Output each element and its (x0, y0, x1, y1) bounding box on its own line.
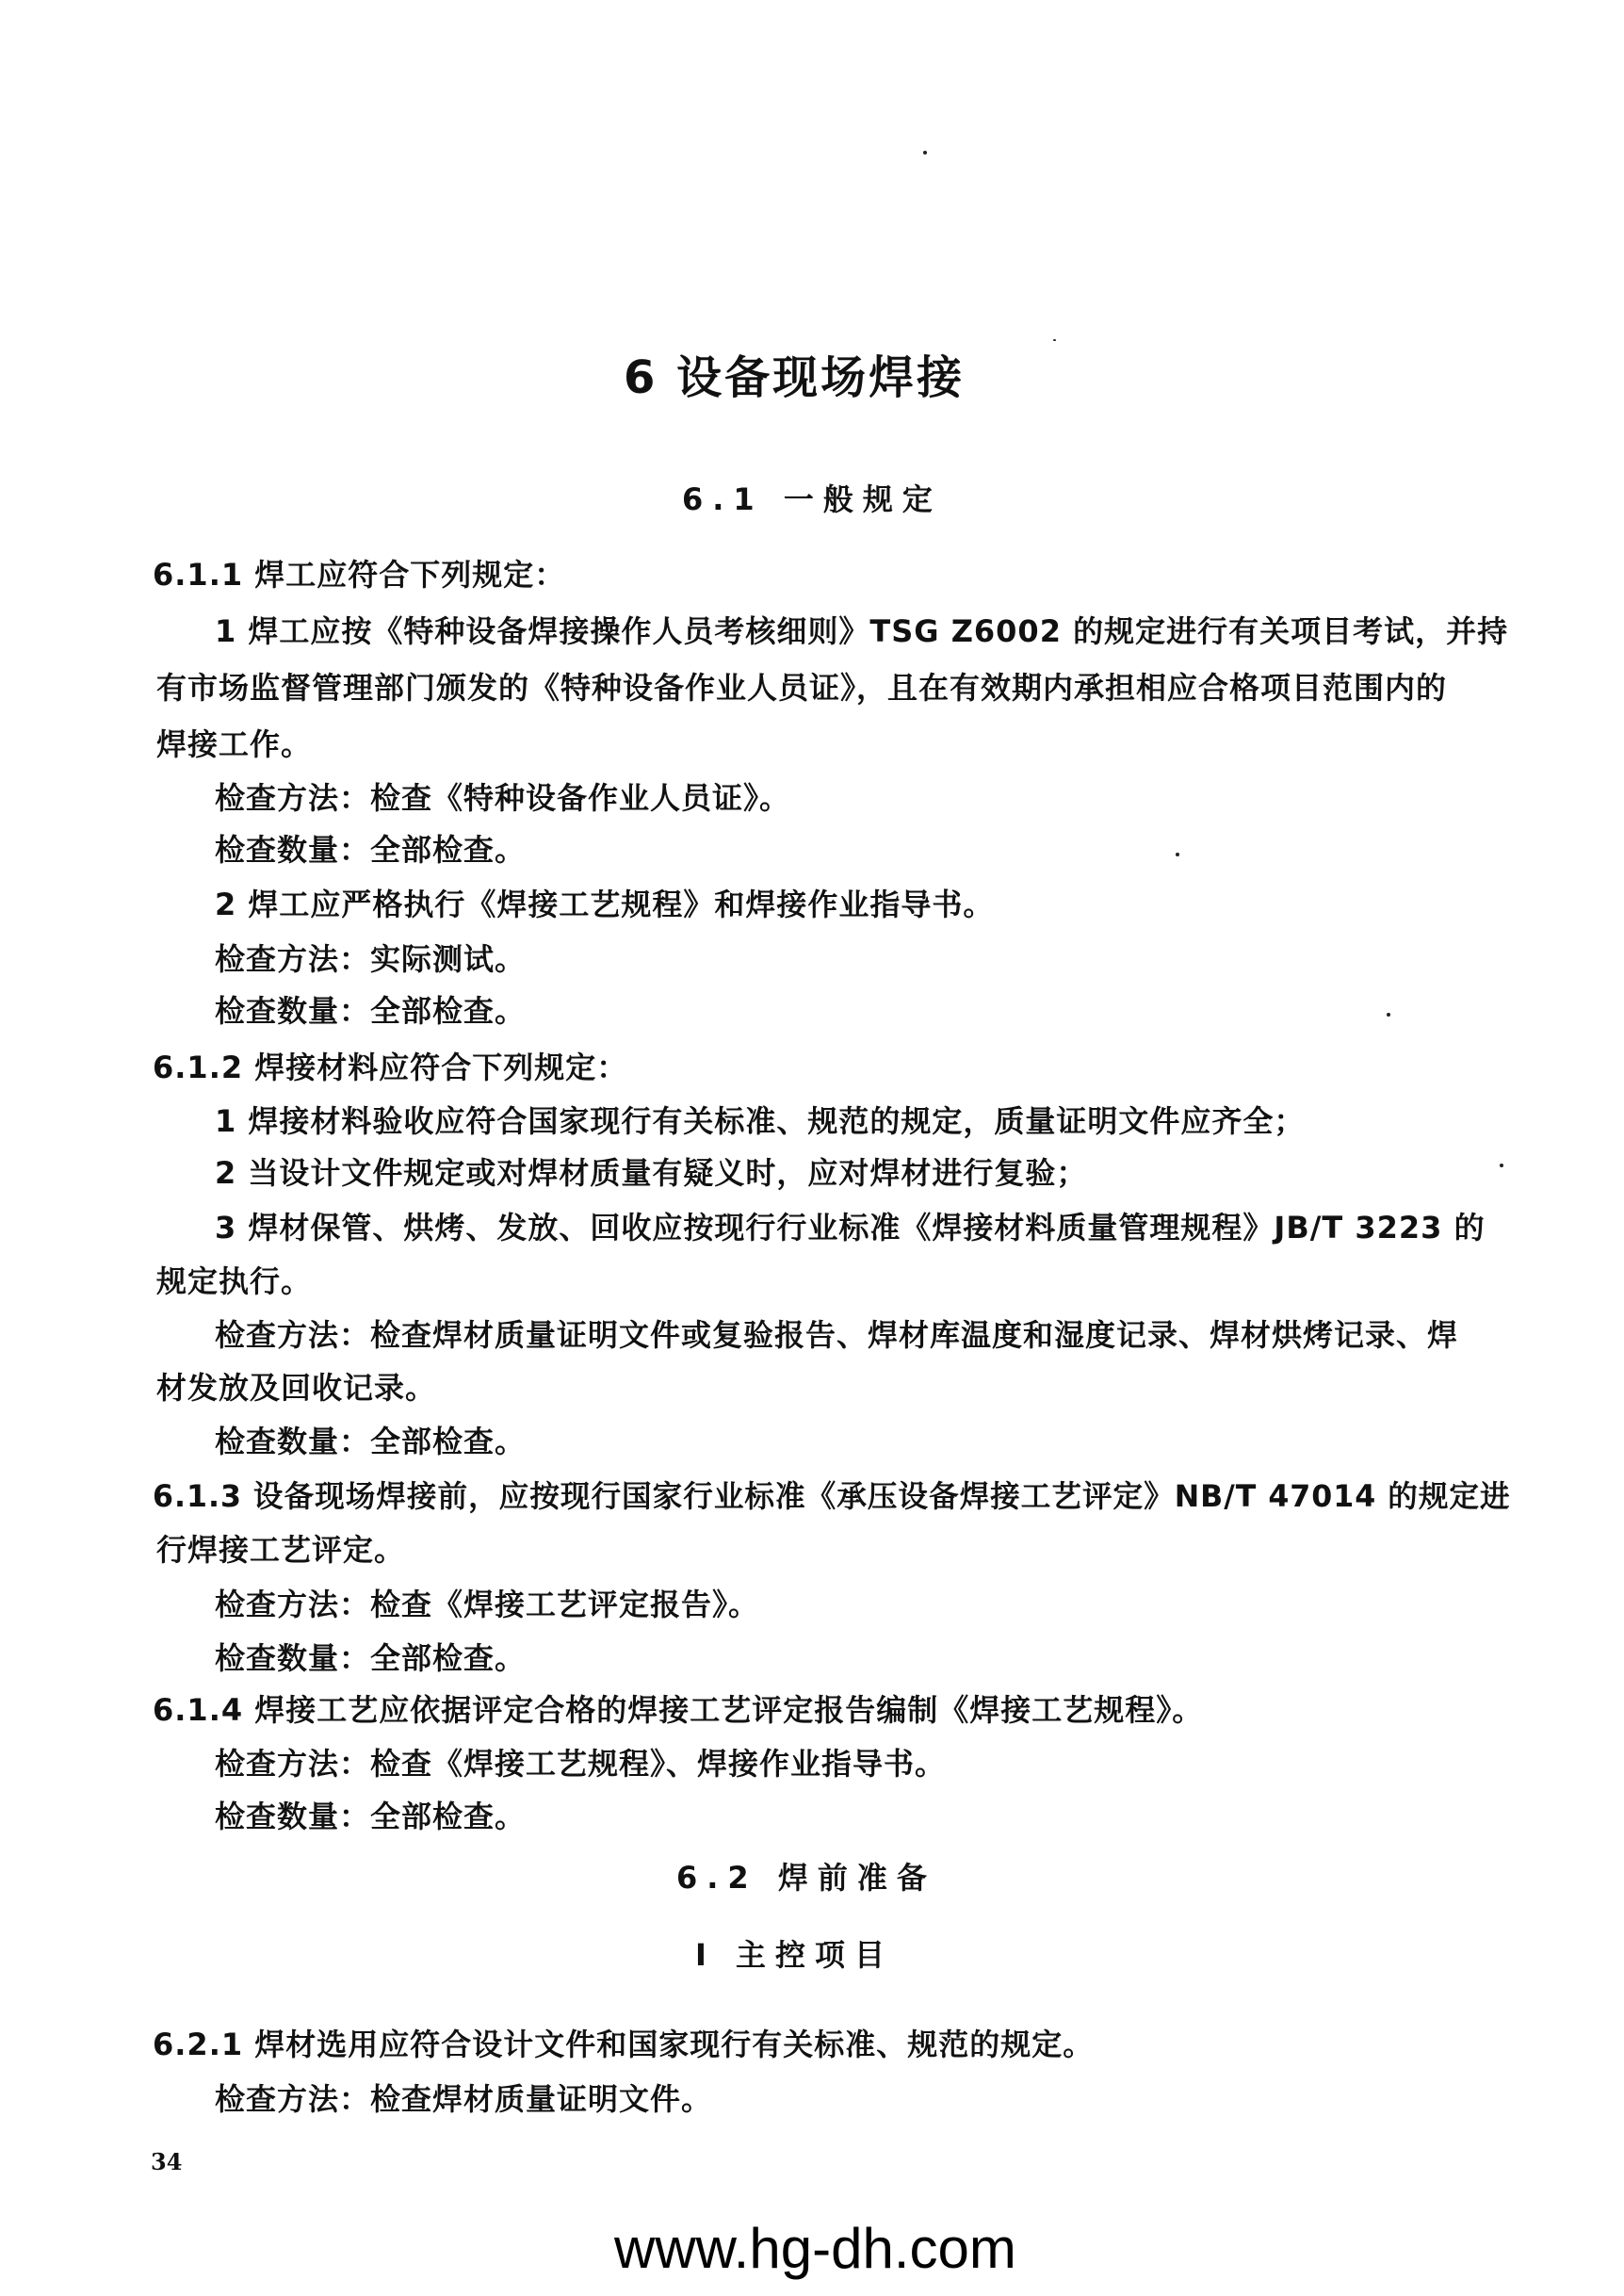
item-text: 2 焊工应严格执行《焊接工艺规程》和焊接作业指导书。 (215, 887, 995, 922)
check-method: 材发放及回收记录。 (156, 1370, 437, 1406)
check-method: 检查方法：检查《特种设备作业人员证》。 (215, 780, 791, 816)
check-method: 检查方法：检查焊材质量证明文件或复验报告、焊材库温度和湿度记录、焊材烘烤记录、焊 (215, 1317, 1459, 1353)
scan-speck (923, 151, 927, 155)
check-quantity: 检查数量：全部检查。 (215, 1640, 527, 1676)
section-heading-6-1: 6.1 一般规定 (682, 481, 942, 517)
scan-speck (1500, 1164, 1503, 1167)
clause-6-1-4: 6.1.4 焊接工艺应依据评定合格的焊接工艺评定报告编制《焊接工艺规程》。 (153, 1692, 1204, 1728)
check-quantity: 检查数量：全部检查。 (215, 1424, 527, 1459)
clause-6-2-1: 6.2.1 焊材选用应符合设计文件和国家现行有关标准、规范的规定。 (153, 2027, 1095, 2062)
check-quantity: 检查数量：全部检查。 (215, 993, 527, 1029)
item-text: 有市场监督管理部门颁发的《特种设备作业人员证》，且在有效期内承担相应合格项目范围内的 (156, 670, 1448, 706)
check-quantity: 检查数量：全部检查。 (215, 1799, 527, 1834)
page-number: 34 (151, 2148, 183, 2175)
check-method: 检查方法：实际测试。 (215, 941, 527, 977)
clause-6-1-2: 6.1.2 焊接材料应符合下列规定： (153, 1050, 628, 1085)
item-text: 1 焊接材料验收应符合国家现行有关标准、规范的规定，质量证明文件应齐全； (215, 1103, 1306, 1139)
clause-6-1-3: 6.1.3 设备现场焊接前，应按现行国家行业标准《承压设备焊接工艺评定》NB/T 47014 的规定进 (153, 1478, 1511, 1514)
check-method: 检查方法：检查《焊接工艺评定报告》。 (215, 1587, 760, 1622)
scan-speck (1387, 1013, 1390, 1017)
check-quantity: 检查数量：全部检查。 (215, 832, 527, 868)
chapter-title: 6 设备现场焊接 (624, 351, 966, 404)
watermark-url: www.hg-dh.com (614, 2217, 1016, 2280)
item-text: 2 当设计文件规定或对焊材质量有疑义时，应对焊材进行复验； (215, 1155, 1088, 1191)
section-heading-6-2: 6.2 焊前准备 (676, 1860, 936, 1896)
subsection-heading: Ⅰ 主控项目 (695, 1937, 895, 1973)
check-method: 检查方法：检查焊材质量证明文件。 (215, 2081, 713, 2117)
item-text: 3 焊材保管、烘烤、发放、回收应按现行行业标准《焊接材料质量管理规程》JB/T 3223 的 (215, 1210, 1486, 1246)
clause-text: 行焊接工艺评定。 (156, 1532, 406, 1568)
scan-speck (1176, 853, 1179, 856)
clause-6-1-1: 6.1.1 焊工应符合下列规定： (153, 557, 566, 593)
item-text: 规定执行。 (156, 1263, 313, 1299)
item-text: 1 焊工应按《特种设备焊接操作人员考核细则》TSG Z6002 的规定进行有关项目考试，并持 (215, 613, 1509, 649)
scan-speck (1053, 339, 1056, 341)
item-text: 焊接工作。 (156, 726, 313, 762)
check-method: 检查方法：检查《焊接工艺规程》、焊接作业指导书。 (215, 1746, 947, 1782)
